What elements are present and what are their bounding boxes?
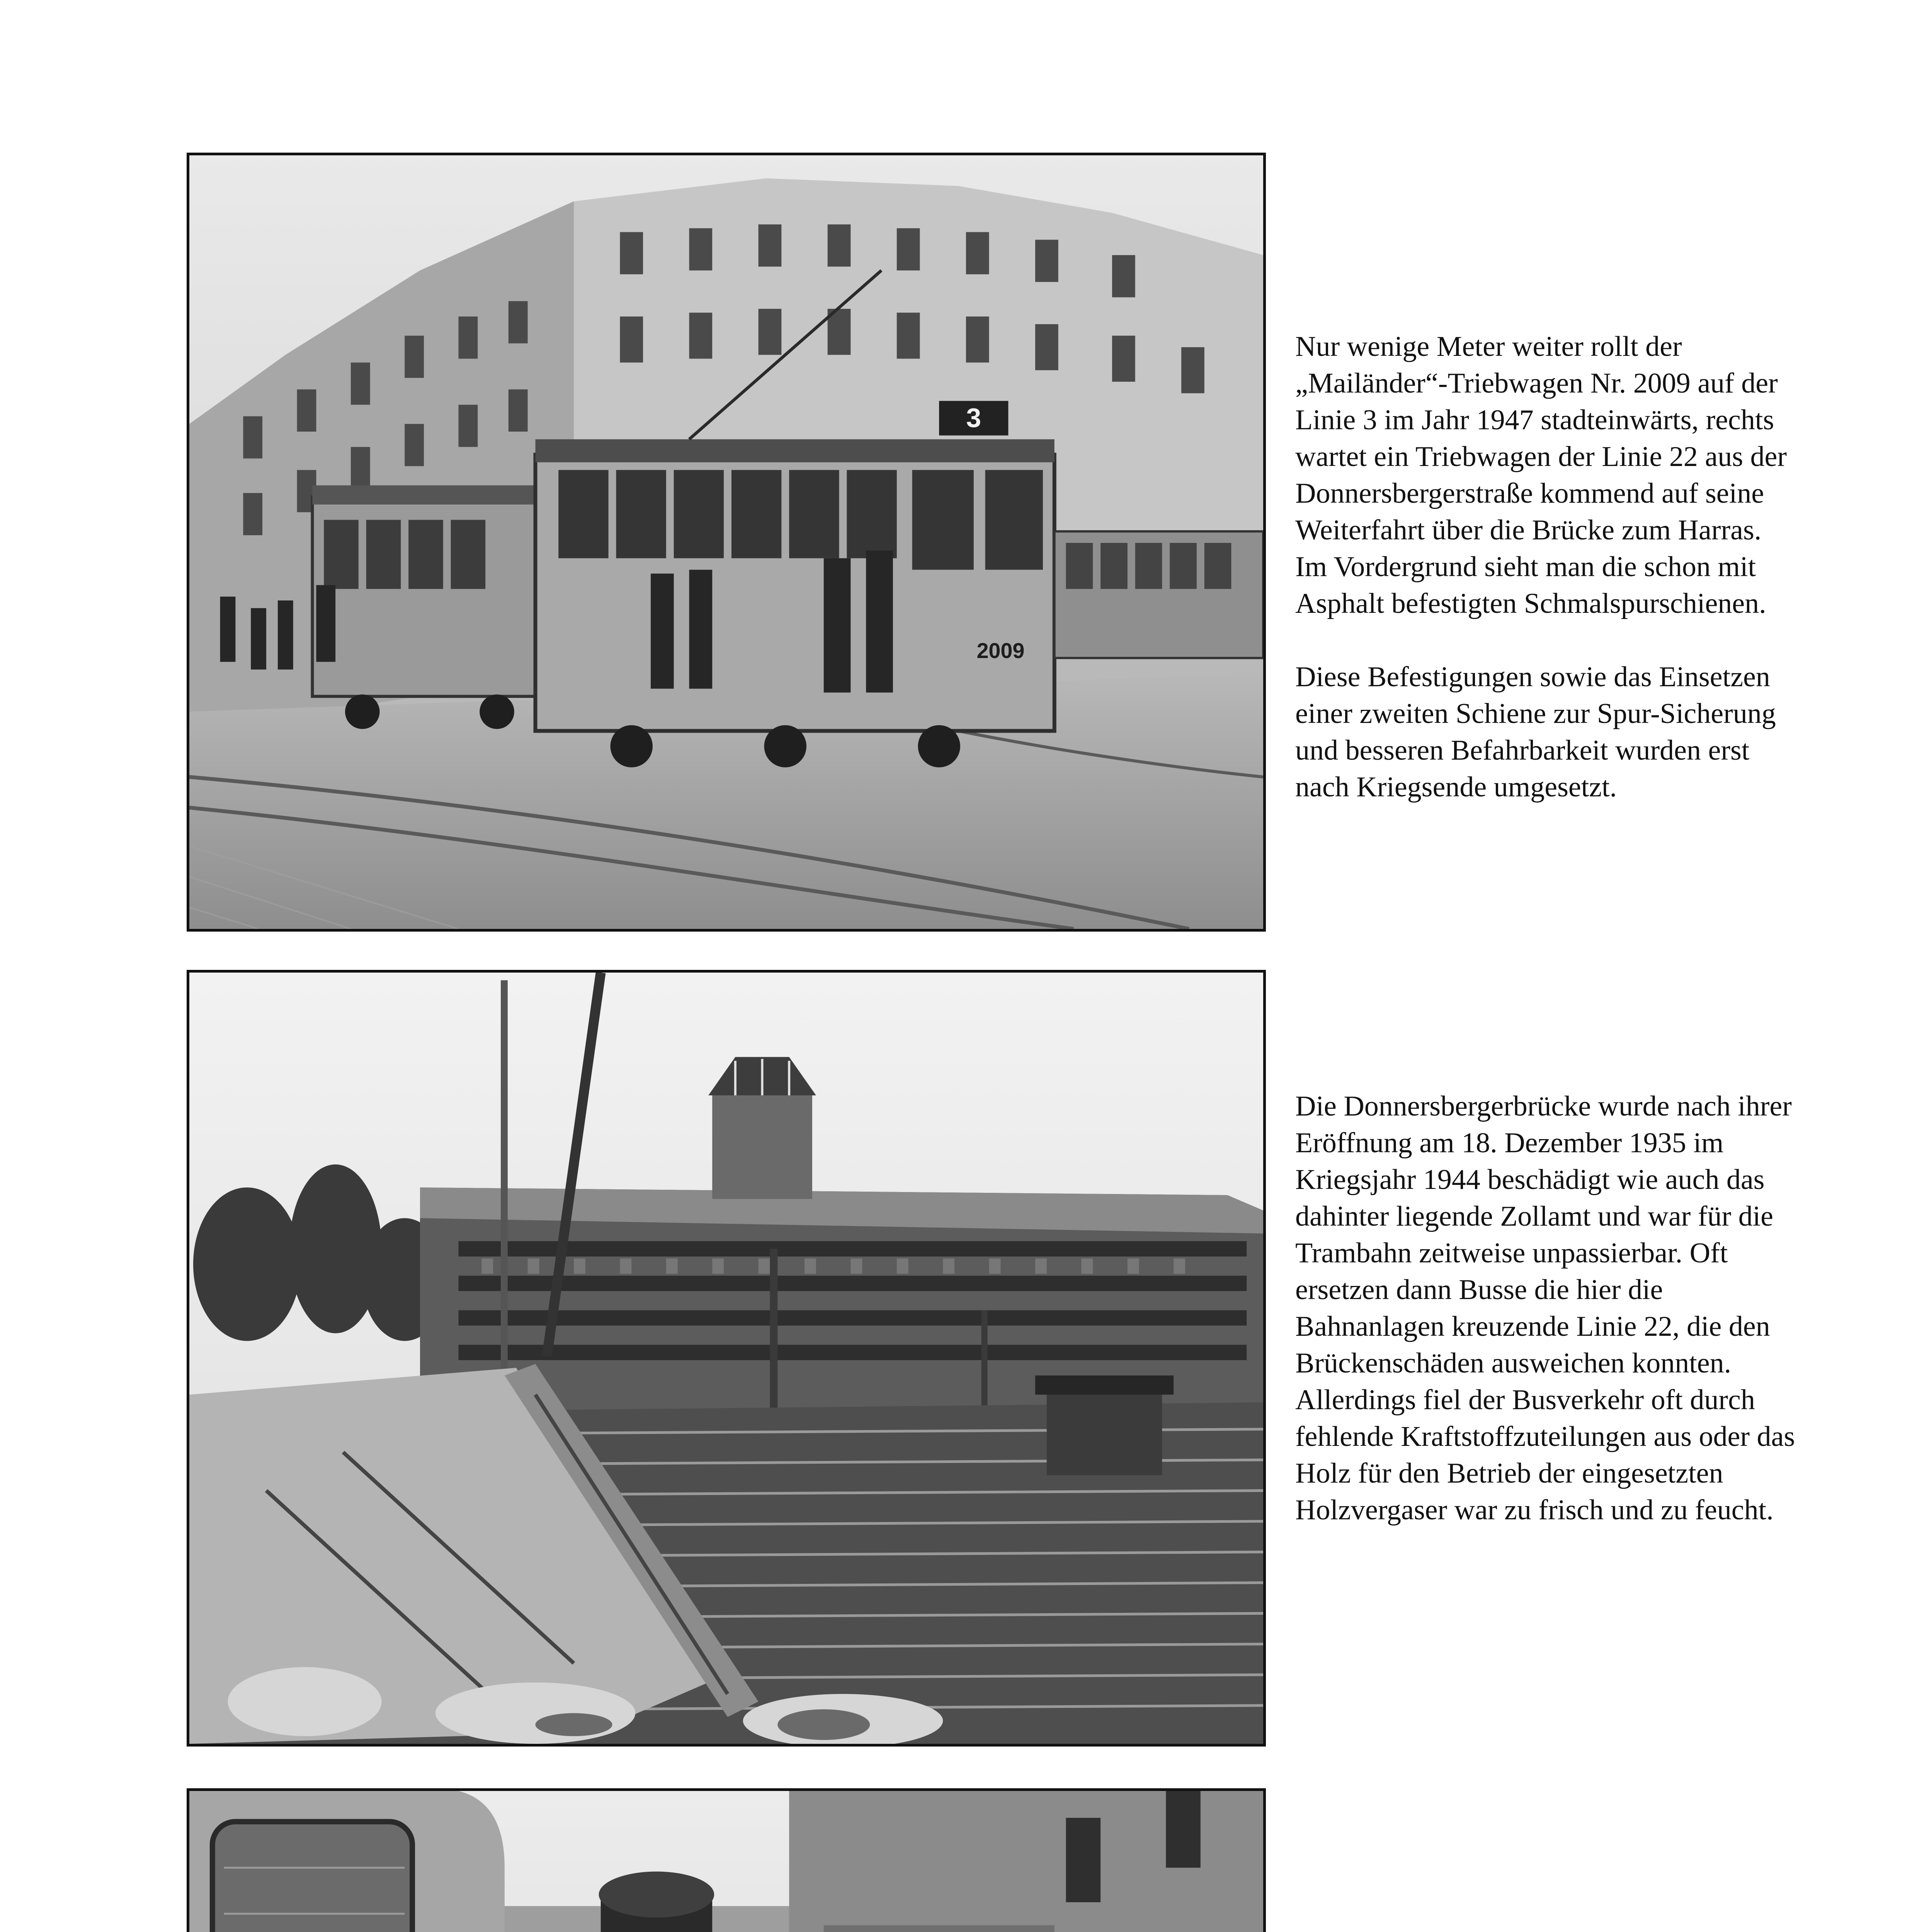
svg-text:2009: 2009 xyxy=(976,638,1025,663)
caption-tram-2009 xyxy=(1295,328,1798,806)
photo-bus-kom-49 xyxy=(187,1788,1266,1932)
bus-photo-illustration xyxy=(189,1791,1263,1932)
caption-paragraph: Nur wenige Meter weiter rollt der „Mailänder“-Triebwagen Nr. 2009 auf der Linie 3 im Jahr 1947 stadteinwärts, rechts wartet ein Triebwagen der Linie 22 aus der Donnersbergerstraße kommend auf seine Weiterfahrt über die Brücke zum Harras. Im Vordergrund sieht man die schon mit Asphalt befestigten Schmalspurschienen. xyxy=(1295,331,1787,619)
photo-donnersberger-bridge xyxy=(187,970,1266,1747)
tram-photo-illustration xyxy=(189,155,1263,929)
photo-tram-2009 xyxy=(187,153,1266,932)
bridge-photo-illustration xyxy=(189,973,1263,1744)
caption-donnersberger-bridge xyxy=(1295,1088,1798,1529)
svg-text:3: 3 xyxy=(966,403,981,433)
caption-paragraph: Die Donnersbergerbrücke wurde nach ihrer Eröffnung am 18. Dezember 1935 im Kriegsjahr 1944 beschädigt wie auch das dahinter liegende Zollamt und war für die Trambahn zeitweise unpassierbar. Oft ersetzen dann Busse die hier die Bahnanlagen kreuzende Linie 22, die den Brückenschäden ausweichen konnten. Allerdings fiel der Busverkehr oft durch fehlende Kraftstoffzuteilungen aus oder das Holz für den Betrieb der eingesetzten Holzvergaser war zu frisch und zu feucht. xyxy=(1295,1090,1795,1526)
caption-paragraph: Diese Befestigungen sowie das Einsetzen einer zweiten Schiene zur Spur-Sicherung und besseren Befahrbarkeit wurden erst nach Kriegsende umgesetzt. xyxy=(1295,661,1776,803)
